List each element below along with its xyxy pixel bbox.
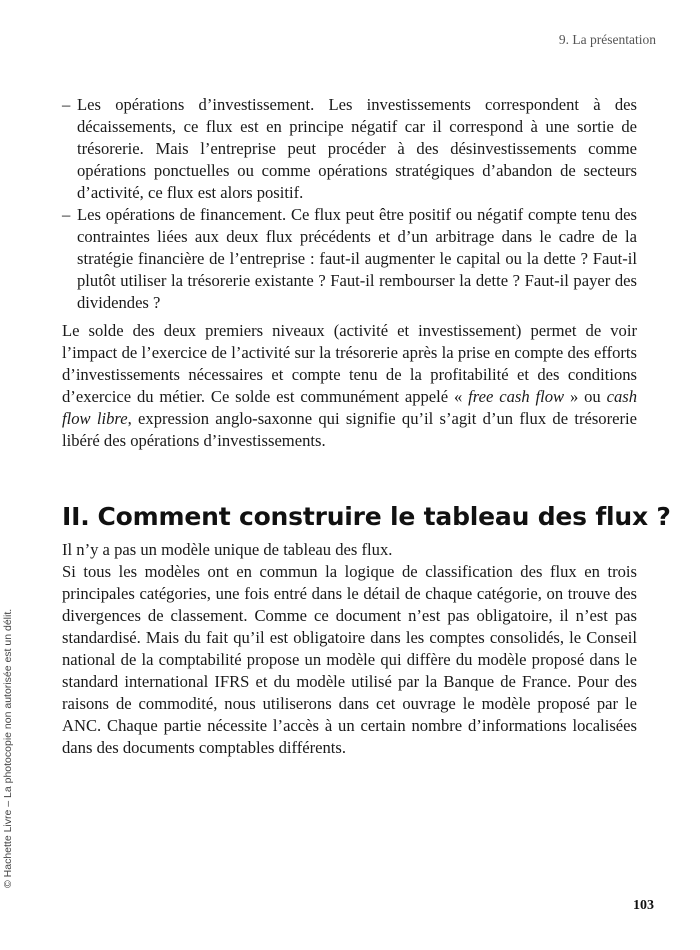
paragraph-free-cash-flow (62, 320, 637, 452)
bullet-dash: – (62, 95, 71, 114)
paragraph-intro: Il n’y a pas un modèle unique de tableau des flux. (62, 540, 393, 559)
section-heading (62, 502, 671, 531)
bullet-text: Les opérations d’investissement. Les investissements correspondent à des décaissements, ce flux est en principe négatif car il correspond à une sortie de trésorerie. Mais l’entreprise peut procéder à des désinvestissements comme opérations ponctuelles ou comme opérations stratégiques d’abandon de secteurs d’activité, ce flux est alors positif. (77, 95, 637, 202)
bullet-text: Les opérations de financement. Ce flux peut être positif ou négatif compte tenu des contraintes liées aux deux flux précédents et d’un arbitrage dans le cadre de la stratégie financière de l’entreprise : faut-il augmenter le capital ou la dette ? Faut-il plutôt utiliser la trésorerie existante ? Faut-il rembourser la dette ? Faut-il payer des dividendes ? (77, 205, 637, 312)
side-credit: © Hachette Livre – La photocopie non autorisée est un délit. (2, 608, 14, 888)
text-run: Le solde des deux premiers niveaux (activité et investissement) permet de voir l’impact de l’exercice de l’activité sur la trésorerie après la prise en compte des efforts d’investissements nécessaires et compte tenu de la profitabilité et des conditions d’exercice du métier. Ce solde est communément appelé « (62, 321, 637, 406)
section-number: II. (62, 502, 90, 531)
running-head: 9. La présentation (558, 32, 656, 47)
page-content (62, 94, 671, 759)
text-run: » ou (564, 387, 607, 406)
list-item (62, 204, 637, 314)
italic-term: free cash flow (468, 387, 565, 406)
bullet-list (62, 94, 637, 314)
italic-term: cash flow libre (62, 387, 637, 428)
page-number: 103 (633, 898, 654, 913)
text-run: , expression anglo-saxonne qui signifie qu’il s’agit d’un flux de trésorerie libéré des opérations d’investissements. (62, 409, 637, 450)
section-title: Comment construire le tableau des flux ? (97, 502, 671, 531)
bullet-dash: – (62, 205, 71, 224)
paragraph-models: Si tous les modèles ont en commun la logique de classification des flux en trois principales catégories, une fois entré dans le détail de chaque catégorie, on trouve des divergences de classement. Comme ce document n’est pas obligatoire, il n’est pas standardisé. Mais du fait qu’il est obligatoire dans les comptes consolidés, le Conseil national de la comptabilité propose un modèle qui diffère du modèle proposé dans le standard international IFRS et du modèle utilisé par la Banque de France. Pour des raisons de commodité, nous utiliserons dans cet ouvrage le modèle proposé par le ANC. Chaque partie nécessite l’accès à un certain nombre d’informations localisées dans des documents comptables différents. (62, 562, 637, 757)
list-item (62, 94, 637, 204)
